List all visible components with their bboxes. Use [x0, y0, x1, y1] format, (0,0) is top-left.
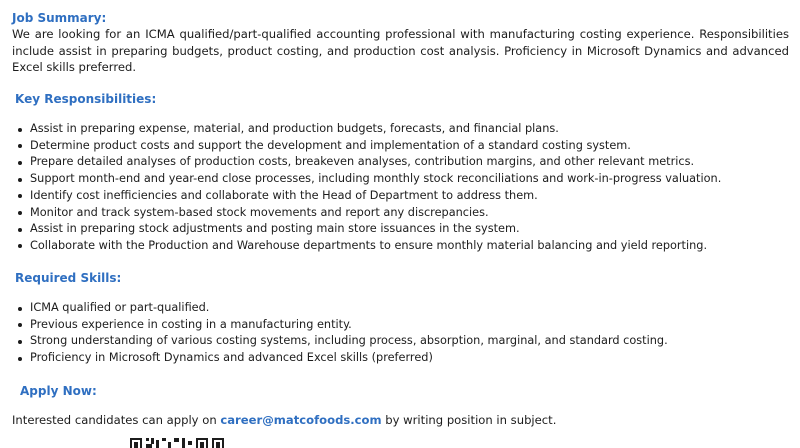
key-responsibilities-heading: Key Responsibilities:: [15, 92, 157, 106]
required-skills-heading: Required Skills:: [15, 271, 122, 285]
list-item: ICMA qualified or part-qualified.: [18, 300, 668, 317]
list-item: Previous experience in costing in a manufacturing entity.: [18, 317, 668, 334]
qr-code-icon: [130, 436, 224, 448]
email-link[interactable]: career@matcofoods.com: [220, 413, 382, 427]
list-item: Monitor and track system-based stock movements and report any discrepancies.: [18, 205, 721, 222]
list-item: Strong understanding of various costing systems, including process, absorption, marginal, and standard costing.: [18, 333, 668, 350]
list-item: Support month-end and year-end close processes, including monthly stock reconciliations and work-in-progress valuation.: [18, 171, 721, 188]
list-item: Determine product costs and support the development and implementation of a standard costing system.: [18, 138, 721, 155]
list-item: Proficiency in Microsoft Dynamics and advanced Excel skills (preferred): [18, 350, 668, 367]
key-responsibilities-list: [18, 121, 721, 255]
list-item: Assist in preparing stock adjustments and posting main store issuances in the system.: [18, 221, 721, 238]
list-item: Identify cost inefficiencies and collaborate with the Head of Department to address them.: [18, 188, 721, 205]
apply-now-heading: Apply Now:: [20, 384, 97, 398]
list-item: Prepare detailed analyses of production costs, breakeven analyses, contribution margins, and other relevant metrics.: [18, 154, 721, 171]
required-skills-list: [18, 300, 668, 367]
job-summary-heading: Job Summary:: [12, 11, 107, 25]
list-item: Collaborate with the Production and Warehouse departments to ensure monthly material balancing and yield reporting.: [18, 238, 721, 255]
apply-text-before: Interested candidates can apply on: [12, 413, 221, 427]
apply-text-after: by writing position in subject.: [381, 413, 557, 427]
apply-instructions: [12, 413, 556, 427]
list-item: Assist in preparing expense, material, and production budgets, forecasts, and financial plans.: [18, 121, 721, 138]
job-summary-text: We are looking for an ICMA qualified/part-qualified accounting professional with manufacturing costing experience. Responsibilities include assist in preparing budgets, product costing, and production cost analysis. Proficiency in Microsoft Dynamics and advanced Excel skills preferred.: [12, 27, 789, 74]
